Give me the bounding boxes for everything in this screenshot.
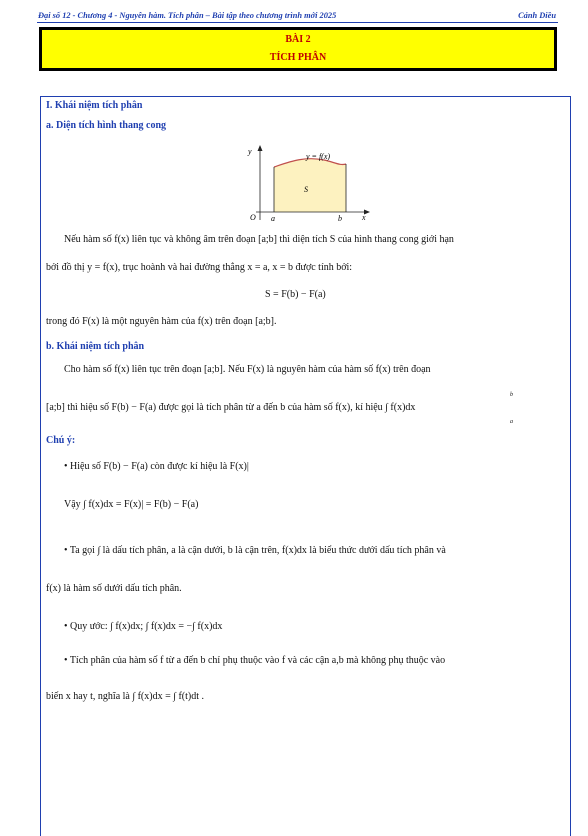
note-4-line2: biến x hay t, nghĩa là ∫ f(x)dx = ∫ f(t)dt . [46,691,205,702]
header-left: Đại số 12 - Chương 4 - Nguyên hàm. Tích phân – Bài tập theo chương trình mới 2025 [38,11,337,20]
subsection-heading-b: b. Khái niệm tích phân [46,341,145,352]
header-divider [37,22,558,23]
x-label: x [362,213,366,222]
header-right: Cánh Diều [518,11,556,20]
note-3: • Quy ước: ∫ f(x)dx; ∫ f(x)dx = −∫ f(x)dx [64,621,223,632]
note-1b: Vậy ∫ f(x)dx = F(x)| = F(b) − F(a) [64,499,199,510]
curve-label: y = f(x) [306,152,331,161]
formula-area: S = F(b) − F(a) [265,289,326,300]
origin-label: O [250,213,256,222]
section-heading-1: I. Khái niệm tích phân [46,100,143,111]
note-heading: Chú ý: [46,435,76,446]
para1-line3: trong đó F(x) là một nguyên hàm của f(x) trên đoạn [a;b]. [46,316,277,327]
para1-line1: Nếu hàm số f(x) liên tục và không âm trên đoạn [a;b] thì diện tích S của hình thang cong giới hạn [64,234,454,245]
lesson-title: TÍCH PHÂN [269,52,327,63]
lesson-banner [39,27,557,71]
b-label: b [338,214,342,222]
area-under-curve-figure [234,144,374,222]
subsection-heading-a: a. Diện tích hình thang cong [46,120,167,131]
note-2-line2: f(x) là hàm số dưới dấu tích phân. [46,583,182,594]
shaded-region [274,159,346,212]
note-4-line1: • Tích phân của hàm số f từ a đến b chỉ phụ thuộc vào f và các cận a,b mà không phụ thuộc vào [64,655,446,666]
region-label: S [304,185,308,194]
para1-line2: bởi đồ thị y = f(x), trục hoành và hai đường thẳng x = a, x = b được tính bởi: [46,262,353,273]
note-1: • Hiệu số F(b) − F(a) còn được kí hiệu là F(x)| [64,461,249,472]
y-label: y [248,147,252,156]
a-label: a [271,214,275,222]
upper-limit: b [510,392,513,398]
para2-line1: Cho hàm số f(x) liên tục trên đoạn [a;b]. Nếu F(x) là nguyên hàm của hàm số f(x) trên đoạn [64,364,431,375]
para2-line2: [a;b] thì hiệu số F(b) − F(a) được gọi là tích phân từ a đến b của hàm số f(x), kí hiệu ∫ f(x)dx [46,402,416,413]
note-2-line1: • Ta gọi ∫ là dấu tích phân, a là cận dưới, b là cận trên, f(x)dx là biểu thức dưới dấu tích phân và [64,545,446,556]
lesson-number: BÀI 2 [285,34,311,45]
lower-limit: a [510,419,513,425]
